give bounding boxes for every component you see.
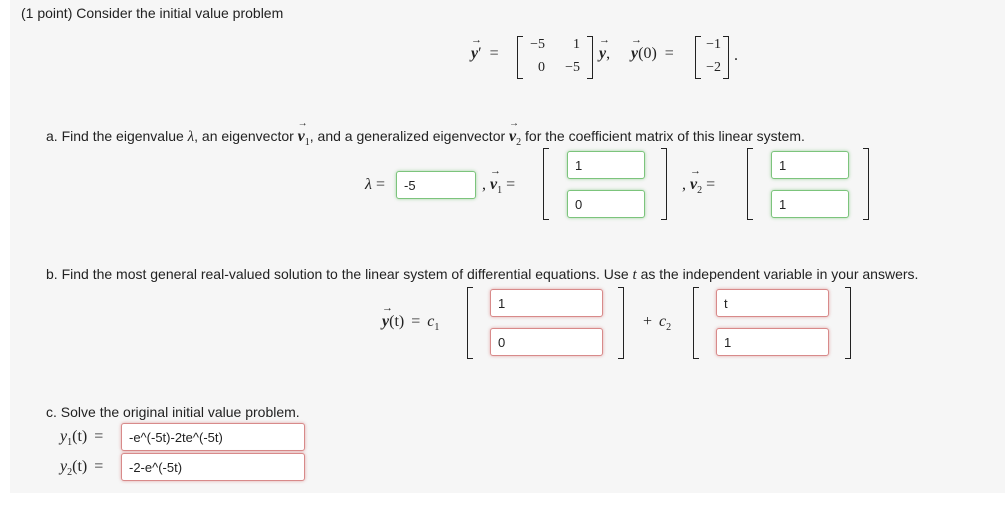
general-solution-label: → $y(t) = c_1$ — [382, 313, 439, 333]
v2-right-bracket — [863, 148, 869, 220]
solution-col1-right-bracket — [618, 287, 624, 359]
solution-col2-row2-input[interactable] — [716, 328, 829, 356]
matrix-cell: −5 — [565, 60, 580, 75]
solution-col1-row2-input[interactable] — [490, 328, 603, 356]
v1-component-2-input[interactable] — [567, 190, 645, 218]
matrix-cell: −5 — [530, 37, 545, 52]
solution-col1-left-bracket — [467, 287, 473, 359]
v2-component-1-input[interactable] — [771, 151, 849, 179]
solution-col2-right-bracket — [845, 287, 851, 359]
initial-vector-cell: −2 — [706, 60, 721, 75]
part-b-prompt: b. Find the most general real-valued solution to the linear system of differential equations. Use t as the independent variable in your answers. — [46, 266, 919, 283]
v1-label: , → $v_1$ = — [482, 176, 515, 196]
v2-label: , → $v_2$ = — [682, 176, 715, 196]
ivp-period: . — [734, 47, 738, 64]
solution-col2-row1-input[interactable] — [716, 289, 829, 317]
lambda-label: λ = — [365, 176, 385, 193]
v1-right-bracket — [661, 148, 667, 220]
initial-condition-lhs: → y(0) = — [631, 45, 674, 63]
part-c-prompt: c. Solve the original initial value problem. — [46, 404, 300, 420]
v1-left-bracket — [543, 148, 549, 220]
v2-component-2-input[interactable] — [771, 190, 849, 218]
y1-label: $y_1(t)$ = — [60, 428, 104, 449]
ivp-rhs: → y, — [599, 45, 610, 63]
matrix-right-bracket — [587, 36, 593, 79]
y2-input[interactable] — [121, 453, 305, 481]
v1-component-1-input[interactable] — [567, 151, 645, 179]
problem-panel — [10, 0, 1005, 493]
v2-left-bracket — [747, 148, 753, 220]
solution-col2-left-bracket — [693, 287, 699, 359]
y2-label: $y_2(t)$ = — [60, 458, 104, 479]
problem-header: (1 point) Consider the initial value problem — [21, 5, 284, 21]
y1-input[interactable] — [121, 423, 305, 451]
matrix-cell: 0 — [538, 60, 545, 75]
lambda-input[interactable] — [396, 171, 476, 199]
matrix-cell: 1 — [573, 37, 580, 52]
solution-col1-row1-input[interactable] — [490, 289, 603, 317]
initial-vector-cell: −1 — [706, 37, 721, 52]
ivp-lhs: → y′ = — [471, 45, 499, 63]
plus-c2-label: + $c_2$ — [643, 313, 672, 334]
part-a-prompt: a. Find the eigenvalue λ, an eigenvector → $v_1$, and a generalized eigenvector → $v_2$ for the coefficient matrix of this linear system. — [46, 128, 805, 148]
initial-vector-right-bracket — [723, 36, 729, 79]
